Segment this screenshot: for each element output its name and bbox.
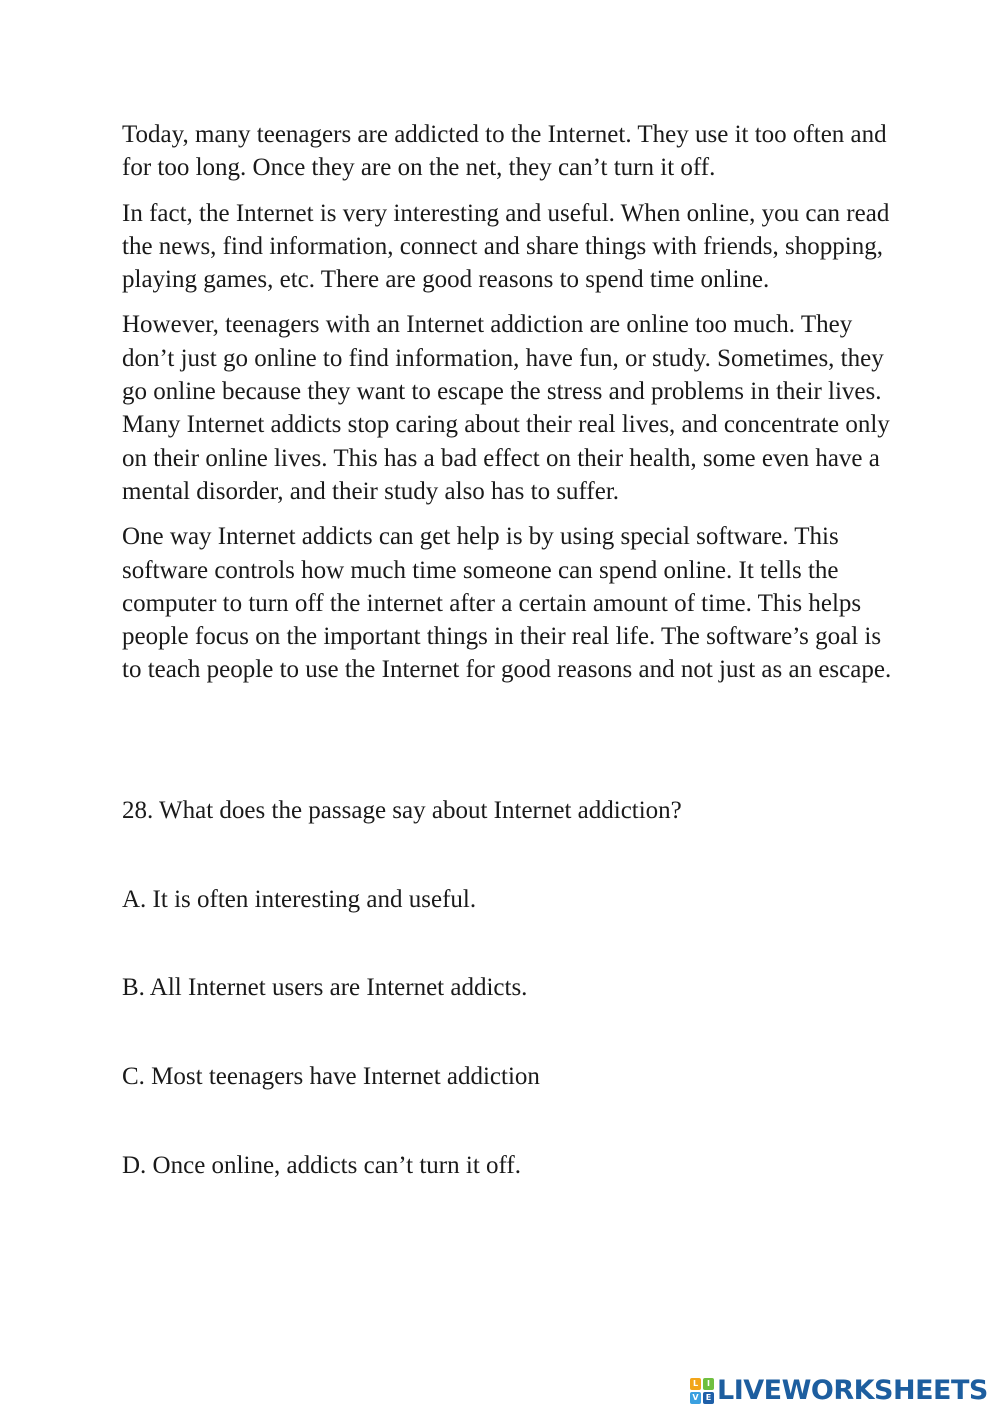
answer-option-d[interactable]: D. Once online, addicts can’t turn it off. xyxy=(122,1152,521,1179)
liveworksheets-logo xyxy=(690,1376,988,1406)
passage-paragraph-4: One way Internet addicts can get help is by using special software. This software controls how much time someone can spend online. It tells the computer to turn off the internet after a certain amount of time. This helps people focus on the important things in their real life. The software’s goal is to teach people to use the Internet for good reasons and not just as an escape. xyxy=(122,523,892,684)
logo-mark-letter: E xyxy=(703,1392,714,1404)
passage-paragraph-1: Today, many teenagers are addicted to the Internet. They use it too often and for too long. Once they are on the net, they can’t turn it off. xyxy=(122,121,887,182)
answer-option-b[interactable]: B. All Internet users are Internet addicts. xyxy=(122,974,528,1001)
question-text: 28. What does the passage say about Internet addiction? xyxy=(122,797,682,824)
logo-mark-letter: I xyxy=(703,1378,714,1390)
answer-option-c[interactable]: C. Most teenagers have Internet addiction xyxy=(122,1063,540,1090)
logo-text: LIVEWORKSHEETS xyxy=(717,1375,988,1406)
logo-mark-letter: L xyxy=(690,1378,701,1390)
reading-passage xyxy=(122,118,892,699)
logo-mark-icon xyxy=(690,1378,714,1404)
passage-paragraph-3: However, teenagers with an Internet addiction are online too much. They don’t just go online to find information, have fun, or study. Sometimes, they go online because they want to escape the stress and problems in their lives. Many Internet addicts stop caring about their real lives, and concentrate only on their online lives. This has a bad effect on their health, some even have a mental disorder, and their study also has to suffer. xyxy=(122,311,890,505)
answer-option-a[interactable]: A. It is often interesting and useful. xyxy=(122,886,477,913)
passage-paragraph-2: In fact, the Internet is very interesting and useful. When online, you can read the news, find information, connect and share things with friends, shopping, playing games, etc. There are good reasons to spend time online. xyxy=(122,199,890,294)
logo-mark-letter: V xyxy=(690,1392,701,1404)
